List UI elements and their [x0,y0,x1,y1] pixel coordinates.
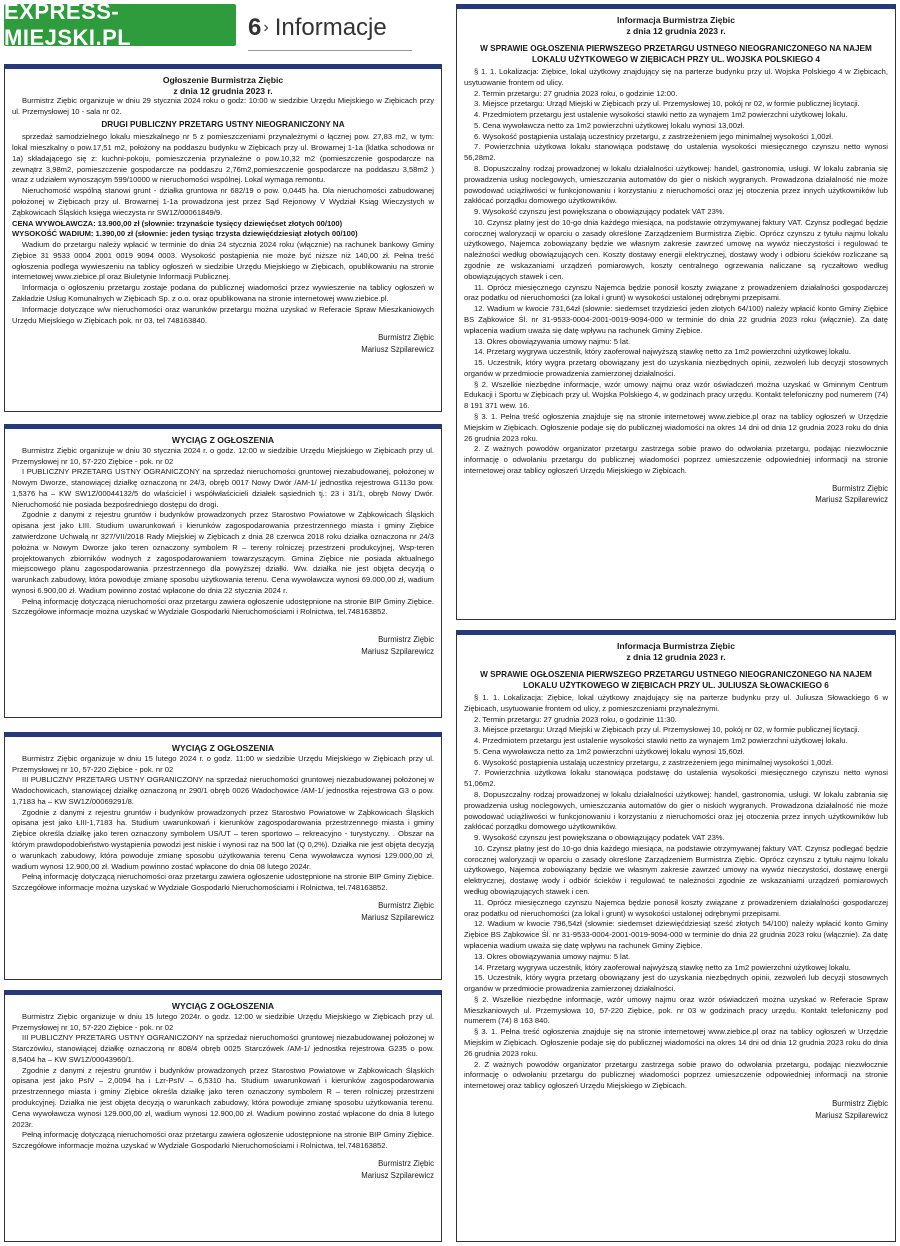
paragraph: 6. Wysokość postąpienia ustalają uczestnicy przetargu, z zastrzeżeniem jego minimalnej wysokości 1,00zł. [474,757,834,767]
announcement-body [464,67,888,477]
paragraph: III PUBLICZNY PRZETARG USTNY OGRANICZONY na sprzedaż nieruchomości gruntowej niezabudowanej położonej w Wadochowicach, stanowiącej działkę oznaczoną nr 290/1 obręb 0026 Wadochowice /AM-1/ jednostka rejestrowa G3 o pow. 1,7183 ha – KW SW1Z/00069291/8. [12,775,434,806]
paragraph: 15. Uczestnik, który wygra przetarg obowiązany jest do uzyskania niezbędnych opinii, zezwoleń lub decyzji stosownych organów w przedmiocie prowadzenia zamierzonej działalności. [464,358,888,378]
paragraph: Burmistrz Ziębic organizuje w dniu 29 stycznia 2024 roku o godz: 10:00 w siedzibie Urzędu Miejskiego w Ziębicach przy ul. Przemysłowej 10 - sala nr 02. [12,96,434,117]
paragraph: 2. Termin przetargu: 27 grudnia 2023 roku, o godzinie 12:00. [474,88,678,98]
signature-title: Burmistrz Ziębic [378,1158,434,1168]
paragraph: 4. Przedmiotem przetargu jest ustalenie wysokości stawki netto za wynajem 1m2 powierzchni użytkowej lokalu. [474,110,848,120]
announcement-rental-slowackiego [456,630,896,1242]
paragraph: Zgodnie z danymi z rejestru gruntów i budynków prowadzonych przez Starostwo Powiatowe w Ząbkowicach Śląskich opisana jest jako ŁIII. Studium uwarunkowań i kierunków zagospodarowania przestrzennego miasta i gminy Ziębice zatwierdzone Uchwałą nr 327/VII/2018 Rady Miejskiej w Ziębicach z dnia 28 czerwca 2018 roku działka oznaczona nr 24/3 położna w Nowym Dworze jako teren oznaczony symbolem R – tereny rolniczej przestrzeni produkcyjnej, Wsp-teren projektowanych zbiorników wodnych z zagospodarowaniem towarzyszącym. Gmina Ziębice nie posiada aktualnego miejscowego planu zagospodarowania przestrzennego dla powyższej działki. Ww. działka nie jest objęta decyzją o warunkach zabudowy, która powoduje zmianę sposobu użytkowania terenu. Cena wywoławcza wynosi 69.000,00 zł, wadium wynosi 6.900,00 zł. Wadium powinno zostać wpłacone do dnia 22 stycznia 2024 r. [12,510,434,595]
signature-title: Burmistrz Ziębic [832,1098,888,1108]
paragraph: 15. Uczestnik, który wygra przetarg obowiązany jest do uzyskania niezbędnych opinii, zezwoleń lub decyzji stosownych organów w przedmiocie prowadzenia zamierzonej działalności. [464,973,888,994]
paragraph: Burmistrz Ziębic organizuje w dniu 30 stycznia 2024 r. o godz. 12:00 w siedzibie Urzędu Miejskiego w Ziębicach przy ul. Przemysłowej nr 10, 57-220 Ziębice - pok. nr 02 [12,445,434,466]
paragraph: Wadium do przetargu należy wpłacić w terminie do dnia 24 stycznia 2024 roku (włącznie) na rachunek bankowy Gminy Ziębice 31 9533 0004 2001 0019 9094 0003. Wysokość postąpienia nie może być niższe niż 140,00 zł. Pełna treść ogłoszenia podlega wywieszeniu na tablicy ogłoszeń w siedzibie Urzędu Miejskiego w Ziębicach, opublikowaniu na stronie internetowej www.ziebice.pl oraz Biuletynie Informacji Publicznej. [12,240,434,282]
paragraph: 8. Dopuszczalny rodzaj prowadzonej w lokalu działalności użytkowej: handel, gastronomia, usługi. W lokalu zabrania się prowadzenia usług noclegowych, umieszczania automatów do gier o niskich wygranych. Prowadzona działalność nie może powodować uciążliwości w funkcjonowaniu i korzystaniu z nieruchomości oraz jej otoczenia przez innych użytkowników lub zakłócać porządku domowego użytkowników. [464,790,888,832]
signature-name: Mariusz Szpilarewicz [815,495,888,505]
starting-price: CENA WYWOŁAWCZA: 13.900,00 zł (słownie: trzynaście tysięcy dziewięćset złotych 00/100) [12,218,343,228]
paragraph: Zgodnie z danymi z rejestru gruntów i budynków prowadzonych przez Starostwo Powiatowe w Ząbkowicach Śląskich opisana jest jako PsIV – 2,0094 ha i Lzr-PsIV – 6,5310 ha. Studium uwarunkowań i kierunków zagospodarowania przestrzennego miasta i gminy Ziębice określa działkę jako teren oznaczony symbolem R – teren rolniczej przestrzeni produkcyjnej. Działka nie jest objęta decyzją o warunkach zabudowy, która powoduje zmianę sposobu użytkowania terenu. Cena wywoławcza wynosi 129.000,00 zł, wadium wynosi 12.900,00 zł. Wadium powinno zostać wpłacone do dnia 8 lutego 2023r. [12,1065,434,1129]
site-logo[interactable]: EXPRESS-MIEJSKI.PL [4,4,236,46]
paragraph: § 3. 1. Pełna treść ogłoszenia znajduje się na stronie internetowej www.ziebice.pl oraz na tablicy ogłoszeń w Urzędzie Miejskim w Ziębicach. Ogłoszenie podaje się do publicznej wiadomości na okres 14 dni od dnia 12 grudnia 2023 roku do dnia 26 grudnia 2023 roku. [464,411,888,443]
signature-name: Mariusz Szpilarewicz [361,1170,434,1180]
paragraph: 6. Wysokość postąpienia ustalają uczestnicy przetargu, z zastrzeżeniem jego minimalnej wysokości 1,00zł. [474,131,834,141]
announcement-date: z dnia 12 grudnia 2023 r. [173,85,273,96]
announcement-title: WYCIĄG Z OGŁOSZENIA [171,743,275,753]
signature-name: Mariusz Szpilarewicz [361,646,434,656]
paragraph: 8. Dopuszczalny rodzaj prowadzonej w lokalu działalności użytkowej: handel, gastronomia, usługi. W lokalu zabrania się prowadzenia usług noclegowych, umieszczania automatów do gier o niskich wygranych. Prowadzona działalność nie może powodować uciążliwości w funkcjonowaniu i korzystaniu z nieruchomości oraz jej otoczenia przez innych użytkowników lub zakłócać porządku domowego użytkowników. [464,164,888,206]
paragraph: Informacja o ogłoszeniu przetargu zostaje podana do publicznej wiadomości przez wywieszenie na tablicy ogłoszeń w Zakładzie Usług Komunalnych w Ziębicach Sp. z o.o. oraz opublikowana na stronie internetowej www.ziebice.pl. [12,283,434,303]
paragraph: Nieruchomość wspólną stanowi grunt - działka gruntowa nr 682/19 o pow. 0,0445 ha. Dla nieruchomości zabudowanej położonej w Ziębicach przy ul. Browarnej 1-1a prowadzona jest przez Sąd Rejonowy V Wydział Ksiąg Wieczystych w Ząbkowicach Śląskich księga wieczysta nr SW1Z/00061849/9. [12,186,434,217]
paragraph: 13. Okres obowiązywania umowy najmu: 5 lat. [474,336,631,346]
paragraph: 14. Przetarg wygrywa uczestnik, który zaoferował najwyższą stawkę netto za 1m2 powierzchni użytkowej lokalu. [474,962,851,972]
announcement-date: z dnia 12 grudnia 2023 r. [626,651,726,662]
announcement-title: WYCIĄG Z OGŁOSZENIA [171,1001,275,1011]
paragraph: 11. Oprócz miesięcznego czynszu Najemca będzie ponosił koszty związane z prowadzeniem działalności gospodarczej oraz podatku od nieruchomości (za lokal i grunt) w wysokości ustalonej odrębnymi przepisami. [464,897,888,918]
deposit-amount: WYSOKOŚĆ WADIUM: 1.390,00 zł (słownie: jeden tysiąc trzysta dziewięćdziesiąt złotych 00/100) [12,229,358,239]
announcement-title: WYCIĄG Z OGŁOSZENIA [171,435,275,445]
paragraph: I PUBLICZNY PRZETARG USTNY OGRANICZONY na sprzedaż nieruchomości gruntowej niezabudowanej, położonej w Nowym Dworze, stanowiącej działkę oznaczoną nr 24/3, obręb 0017 Nowy Dwór /AM-1/ jednostka rejestrowa G113o pow. 1,5376 ha – KW SW1Z/00044132/5 do właściciel i współwłaścicieli działek sąsiednich tj.: 23 i 31/1, obręb Nowy Dwór. Nieruchomość nie posiada bezpośredniego dostępu do drogi. [12,467,434,509]
signature-title: Burmistrz Ziębic [832,483,888,493]
paragraph: Burmistrz Ziębic organizuje w dniu 15 lutego 2024 r. o godz. 11:00 w siedzibie Urzędu Miejskiego w Ziębicach przy ul. Przemysłowej nr 10, 57-220 Ziębice - pok. nr 02 [12,753,434,774]
signature [12,634,434,657]
signature-title: Burmistrz Ziębic [378,900,434,910]
paragraph: § 1. 1. Lokalizacja: Ziębice, lokal użytkowy znajdujący się na parterze budynku przy ul. Juliusza Słowackiego 6 w Ziębicach, usytuowanie frontem od ulicy, z pomieszczeniami przynależnymi. [464,692,888,713]
announcement-title: Ogłoszenie Burmistrza Ziębic [162,75,284,85]
paragraph: 2. Z ważnych powodów organizator przetargu zastrzega sobie prawo do odwołania przetargu, podając niezwłocznie informację o odwołaniu przetargu do publicznej wiadomości poprzez umieszczenie odpowiedniej informacji na stronie internetowej oraz tablicy ogłoszeń Urzędu Miejskiego w Ziębicach. [464,1059,888,1091]
paragraph: 9. Wysokość czynszu jest powiększana o obowiązujący podatek VAT 23%. [474,833,725,843]
announcement-nowy-dwor [4,424,442,718]
signature-name: Mariusz Szpilarewicz [361,912,434,922]
signature [464,483,888,506]
paragraph: 2. Z ważnych powodów organizator przetargu zastrzega sobie prawo do odwołania przetargu, podając niezwłocznie informację o odwołaniu przetargu do publicznej wiadomości poprzez umieszczenie odpowiedniej informacji na stronie internetowej oraz tablicy ogłoszeń Urzędu Miejskiego w Ziębicach. [464,444,888,475]
announcement-heading: DRUGI PUBLICZNY PRZETARG USTNY NIEOGRANICZONY NA [101,120,345,130]
signature [464,1098,888,1121]
paragraph: Burmistrz Ziębic organizuje w dniu 15 lutego 2024r. o godz. 12:00 w siedzibie Urzędu Miejskiego w Ziębicach przy ul. Przemysłowej nr 10, 57-220 Ziębice - pok. nr 02 [12,1011,434,1032]
paragraph: 5. Cena wywoławcza netto za 1m2 powierzchni użytkowej lokalu wynosi 15,60zł. [474,746,745,756]
announcement-wadochowice [4,732,442,980]
paragraph: 14. Przetarg wygrywa uczestnik, który zaoferował najwyższą stawkę netto za 1m2 powierzchni użytkowej lokalu. [474,347,851,357]
header-divider [248,50,412,51]
paragraph: § 2. Wszelkie niezbędne informacje, wzór umowy najmu oraz wzór oświadczeń można uzyskać w Referacie Spraw Mieszkaniowych ul. Przemysłowa 10, 57-220 Ziębice, pok. nr 03 w godzinach pracy urzędu. Kontakt telefoniczny pod numerem (74) 8 163 840. [464,994,888,1026]
signature-title: Burmistrz Ziębic [378,635,434,645]
paragraph: § 1. 1. Lokalizacja: Ziębice, lokal użytkowy znajdujący się na parterze budynku przy ul. Wojska Polskiego 4 w Ziębicach, usytuowanie frontem od ulicy. [464,66,888,87]
paragraph: 9. Wysokość czynszu jest powiększana o obowiązujący podatek VAT 23%. [474,207,725,217]
signature [12,332,434,355]
paragraph: § 2. Wszelkie niezbędne informacje, wzór umowy najmu oraz wzór oświadczeń można uzyskać w Gminnym Centrum Edukacji i Sportu w Ziębicach przy ul. Wojska Polskiego 4, w godzinach pracy urzędu. Kontakt telefoniczny pod numerem (74) 8 191 371 wew. 16. [464,379,888,411]
paragraph: Zgodnie z danymi z rejestru gruntów i budynków prowadzonych przez Starostwo Powiatowe w Ząbkowicach Śląskich opisana jest jako ŁIII-1,7183 ha. Studium uwarunkowań i kierunków zagospodarowania przestrzennego miasta i gminy Ziębice określa działkę jako teren oznaczony symbolem US/UT – teren sportowo – rekreacyjno - turystyczny. . Obszar na którym prawdopodobieństwo wystąpienia powodzi jest niskie i wynosi raz na 500 lat (Q 0,2%). Działka nie jest objęta decyzją o warunkach zabudowy, która powoduje zmianę sposobu użytkowania terenu Cena wywoławcza wynosi 129.000,00 zł, wadium wynosi 12.900,00 zł. Wadium powinno zostać wpłacone do dnia 08 lutego 2024r. [12,807,434,871]
paragraph: 10. Czynsz płatny jest do 10-go dnia każdego miesiąca, na podstawie otrzymywanej faktury VAT. Czynsz podlegać będzie corocznej waloryzacji w oparciu o zasady określone Zarządzeniem Burmistrza Ziębic. Oprócz czynszu z tytułu najmu lokalu użytkowego, Najemca zobowiązany będzie we własnym zakresie zawrzeć umowę na wywóz nieczystości i regulować te należności według obowiązujących cen. Koszty dostawy energii elektrycznej, dostawy wody i odbioru ścieków rozliczane są zgodnie ze wskazaniami urządzeń pomiarowych, koszty centralnego ogrzewania naliczane są ryczałtowo według obowiązujących stawek i cen. [464,217,888,281]
paragraph: 12. Wadium w kwocie 796,54zł (słownie: siedemset dziewięćdziesiąt sześć złotych 54/100) należy wpłacić konto Gminy Ziębice BS Ząbkowice Śl. nr 31-9533-0004-2001-0019-9094-000 w terminie do dnia 22 grudnia 2023 roku (włącznie). Za datę wpłacenia wadium uważa się datę wpływu na rachunek Gminy Ziębice. [464,919,888,950]
signature-name: Mariusz Szpilarewicz [815,1110,888,1120]
announcement-body [464,693,888,1092]
paragraph: III PUBLICZNY PRZETARG USTNY OGRANICZONY na sprzedaż nieruchomości gruntowej niezabudowanej położonej w Starczówku, stanowiącej działkę oznaczoną nr 808/4 obręb 0025 Starczówek /AM-1/ jednostka rejestrowa G235 o pow. 8,5404 ha – KW SW1Z/00043960/1. [12,1033,434,1064]
paragraph: 7. Powierzchnia użytkowa lokalu stanowiąca podstawę do ustalenia wysokości miesięcznego czynszu netto wynosi 56,28m2. [464,142,888,163]
announcement-heading: W SPRAWIE OGŁOSZENIA PIERWSZEGO PRZETARGU USTNEGO NIEOGRANICZONEGO NA NAJEM LOKALU UŻYTKOWEGO W ZIĘBICACH PRZY UL. WOJSKA POLSKIEGO 4 [480,44,872,64]
paragraph: Pełną informację dotyczącą nieruchomości oraz przetargu zawiera ogłoszenie udostępnione na stronie BIP Gminy Ziębice. Szczegółowe informacje można uzyskać w Wydziale Gospodarki Nieruchomościami i Rolnictwa, tel.748163852. [12,872,434,893]
paragraph: 7. Powierzchnia użytkowa lokalu stanowiąca podstawę do ustalenia wysokości miesięcznego czynszu netto wynosi 51,06m2. [464,768,888,789]
paragraph: § 3. 1. Pełna treść ogłoszenia znajduje się na stronie internetowej www.ziebice.pl oraz na tablicy ogłoszeń w Urzędzie Miejskim w Ziębicach. Ogłoszenie podaje się do publicznej wiadomości na okres 14 dni od dnia 12 grudnia 2023 roku do dnia 26 grudnia 2023 roku. [464,1027,888,1058]
signature [12,900,434,923]
paragraph: 10. Czynsz płatny jest do 10-go dnia każdego miesiąca, na podstawie otrzymywanej faktury VAT. Czynsz podlegać będzie corocznej waloryzacji w oparciu o zasady określone Zarządzeniem Burmistrza Ziębic. Oprócz czynszu z tytułu najmu lokalu użytkowego, Najemca zobowiązany będzie we własnym zakresie zawrzeć umowy na wywóz nieczystości, dostawę energii elektrycznej, dostawę wody i odbiór ścieków i regulować te należności zgodnie ze wskazaniami urządzeń pomiarowych według obowiązujących stawek i cen. [464,843,888,897]
section-title: Informacje [274,14,387,41]
paragraph: 12. Wadium w kwocie 731,64zł (słownie: siedemset trzydzieści jeden złotych 64/100) należy wpłacić konto Gminy Ziębice BS Ząbkowice Śl. nr 31-9533-0004-2001-0019-9094-000 w terminie do dnia 22 grudnia 2023 roku (włącznie). Za datę wpłacenia wadium uważa się datę wpływu na rachunek Gminy Ziębice. [464,304,888,335]
announcement-apartment-sale [4,64,442,412]
signature [12,1158,434,1181]
paragraph: Pełną informację dotyczącą nieruchomości oraz przetargu zawiera ogłoszenie udostępnione na stronie BIP Gminy Ziębice. Szczegółowe informacje można uzyskać w Wydziale Gospodarki Nieruchomościami i Rolnictwa, tel.748163852. [12,596,434,617]
paragraph: Informacje dotyczące w/w nieruchomości oraz warunków przetargu można uzyskać w Referacie Spraw Mieszkaniowych Urzędu Miejskiego w Ziębicach pok. nr 03, tel 748163840. [12,304,434,325]
paragraph: Pełną informację dotyczącą nieruchomości oraz przetargu zawiera ogłoszenie udostępnione na stronie BIP Gminy Ziębice. Szczegółowe informacje można uzyskać w Wydziale Gospodarki Nieruchomościami i Rolnictwa, tel.748163852. [12,1130,434,1151]
paragraph: 4. Przedmiotem przetargu jest ustalenie wysokości stawki netto za wynajem 1m2 powierzchni użytkowej lokalu. [474,736,848,746]
announcement-date: z dnia 12 grudnia 2023 r. [626,25,726,36]
page-number: 6 [248,14,262,41]
signature-title: Burmistrz Ziębic [378,333,434,343]
paragraph: 11. Oprócz miesięcznego czynszu Najemca będzie ponosił koszty związane z prowadzeniem działalności gospodarczej oraz podatku od nieruchomości (za lokal i grunt) w wysokości ustalonej odrębnymi przepisami. [464,282,888,303]
announcement-heading: W SPRAWIE OGŁOSZENIA PIERWSZEGO PRZETARGU USTNEGO NIEOGRANICZONEGO NA NAJEM LOKALU UŻYTKOWEGO W ZIĘBICACH PRZY UL. JULIUSZA SŁOWACKIEGO 6 [480,670,872,690]
paragraph: 13. Okres obowiązywania umowy najmu: 5 lat. [474,951,631,961]
announcement-title: Informacja Burmistrza Ziębic [617,15,735,25]
paragraph: 2. Termin przetargu: 27 grudnia 2023 roku, o godzinie 11:30. [474,714,677,724]
chevron-right-icon: › [263,19,269,36]
paragraph: 5. Cena wywoławcza netto za 1m2 powierzchni użytkowej lokalu wynosi 13,00zł. [474,120,745,130]
announcement-rental-wojska-polskiego [456,4,896,620]
signature-name: Mariusz Szpilarewicz [361,345,434,355]
announcement-starczowek [4,990,442,1242]
paragraph: sprzedaż samodzielnego lokalu mieszkalnego nr 5 z pomieszczeniami przynależnymi o łącznej pow. 27,83 m2, w tym: lokal mieszkalny o pow.17,51 m2, położony na poddaszu budynku w Ziębicach przy ul. Browarnej 1-1a (klatka schodowa nr 1a) składającego się z: kuchni-pokoju, pomieszczenia przynależne o pow.10,32 m2 (pomieszczenie gospodarcze na zewnątrz 3,98m2, pomieszczenie gospodarcze na poddaszu 2,76m2,pomieszczenie gospodarcze na poddaszu 3,58m2 ) wraz z udziałem wynoszącym 599/10000 w nieruchomości wspólnej. Lokal wymaga remontu. [12,132,434,185]
announcement-title: Informacja Burmistrza Ziębic [617,641,735,651]
paragraph: 3. Miejsce przetargu: Urząd Miejski w Ziębicach przy ul. Przemysłowej 10, pokój nr 02, w formie publicznej licytacji. [474,99,860,109]
paragraph: 3. Miejsce przetargu: Urząd Miejski w Ziębicach przy ul. Przemysłowej 10, pokój nr 02, w formie publicznej licytacji. [474,725,860,735]
page-header [248,14,387,42]
